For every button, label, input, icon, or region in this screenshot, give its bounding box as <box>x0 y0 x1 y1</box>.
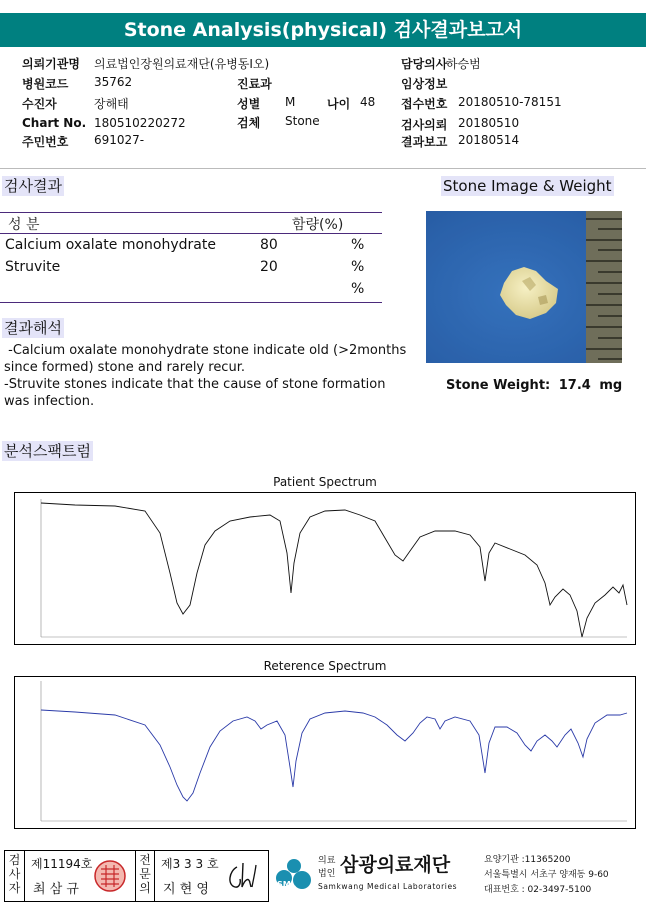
logo-text: SML <box>277 880 296 889</box>
component-unit: % <box>351 281 365 297</box>
doctor-label: 담당의사 <box>401 57 448 71</box>
org-phone: 대표번호 : 02-3497-5100 <box>484 885 592 895</box>
chart-value: 180510220272 <box>94 116 186 130</box>
tester-label <box>5 851 25 901</box>
institution-label: 의뢰기관명 <box>22 57 80 71</box>
tester-seal-icon <box>93 859 127 893</box>
divider <box>0 168 646 169</box>
org-code: 요양기관 :11365200 <box>484 855 571 865</box>
receipt-label: 접수번호 <box>401 97 448 111</box>
request-label: 검사의뢰 <box>401 118 448 132</box>
sex-value: M <box>285 95 296 109</box>
specialist-number: 제3 3 3 호 <box>161 857 219 871</box>
interpretation-line: -Struvite stones indicate that the cause of stone formation <box>4 377 386 392</box>
tester-name: 최 삼 규 <box>33 882 79 897</box>
stone-section-title: Stone Image & Weight <box>443 177 612 195</box>
component-name: Calcium oxalate monohydrate <box>5 237 216 253</box>
component-unit: % <box>351 237 365 253</box>
component-value: 20 <box>260 259 278 275</box>
receipt-value: 20180510-78151 <box>458 95 562 109</box>
id-label: 주민번호 <box>22 135 69 149</box>
chart-label: Chart No. <box>22 116 87 130</box>
reference-spectrum-plot <box>15 677 635 828</box>
results-section-title: 검사결과 <box>4 177 62 195</box>
component-value: 80 <box>260 237 278 253</box>
signature-icon <box>223 857 263 895</box>
specialist-label-text: 전문의 <box>139 853 151 895</box>
stone-weight <box>446 378 622 393</box>
id-value: 691027- <box>94 133 145 147</box>
col-component-header: 성 분 <box>8 217 40 233</box>
patient-spectrum-plot <box>15 493 635 644</box>
col-content-header: 함량(%) <box>292 217 344 233</box>
stone-weight-value: 17.4 <box>558 378 591 393</box>
org-name: 삼광의료재단 <box>340 854 451 876</box>
specialist-name: 지 현 영 <box>163 882 209 897</box>
department-label: 진료과 <box>237 77 272 91</box>
interpretation-section-title: 결과해석 <box>4 319 62 337</box>
org-address: 서울특별시 서초구 양재동 9-60 <box>484 870 609 880</box>
age-label: 나이 <box>327 97 351 111</box>
spectrum-section-title: 분석스팩트럼 <box>4 442 91 460</box>
patient-spectrum-title: Patient Spectrum <box>273 475 377 489</box>
request-value: 20180510 <box>458 116 520 130</box>
patient-value: 장해태 <box>94 97 129 111</box>
component-unit: % <box>351 259 365 275</box>
sml-logo-icon <box>272 852 316 896</box>
sex-label: 성별 <box>237 97 261 111</box>
sml-logo <box>272 852 316 896</box>
results-top-rule <box>0 212 382 213</box>
stone-weight-label: Stone Weight: <box>446 378 551 393</box>
report-title: Stone Analysis(physical) 검사결과보고서 <box>0 13 646 47</box>
tester-number: 제11194호 <box>31 857 93 871</box>
org-english: Samkwang Medical Laboratories <box>318 882 458 891</box>
reference-spectrum-chart <box>14 676 636 829</box>
corp-small-1: 의료 <box>318 856 336 866</box>
specimen-value: Stone <box>285 114 320 128</box>
results-bottom-rule <box>0 302 382 303</box>
report-date-value: 20180514 <box>458 133 520 147</box>
specialist-signature <box>223 857 263 895</box>
specialist-label <box>135 851 155 901</box>
report-date-label: 결과보고 <box>401 135 448 149</box>
results-header-rule <box>0 233 382 234</box>
tester-seal <box>93 859 127 893</box>
interpretation-line: -Calcium oxalate monohydrate stone indicate old (>2months <box>4 343 407 358</box>
stone-photo-image <box>426 211 622 363</box>
hospital-code-label: 병원코드 <box>22 77 69 91</box>
patient-spectrum-chart <box>14 492 636 645</box>
tester-label-text: 검사자 <box>8 853 21 895</box>
interpretation-line: since formed) stone and rarely recur. <box>4 360 245 375</box>
stone-photo <box>426 211 622 363</box>
stone-weight-unit: mg <box>599 378 623 393</box>
specimen-label: 검체 <box>237 116 261 130</box>
age-value: 48 <box>360 95 376 109</box>
interpretation-line: was infection. <box>4 394 95 409</box>
patient-label: 수진자 <box>22 97 57 111</box>
clinical-label: 임상정보 <box>401 77 448 91</box>
doctor-value: 하승범 <box>446 57 481 71</box>
hospital-code-value: 35762 <box>94 75 133 89</box>
lab-footer <box>272 850 644 900</box>
reference-spectrum-title: Reterence Spectrum <box>263 659 387 673</box>
signature-box <box>4 850 269 902</box>
corp-small-2: 법인 <box>318 869 336 879</box>
component-name: Struvite <box>5 259 61 275</box>
interpretation-text <box>4 342 424 410</box>
institution-value: 의료법인장원의료재단(유병동I오) <box>94 57 270 71</box>
